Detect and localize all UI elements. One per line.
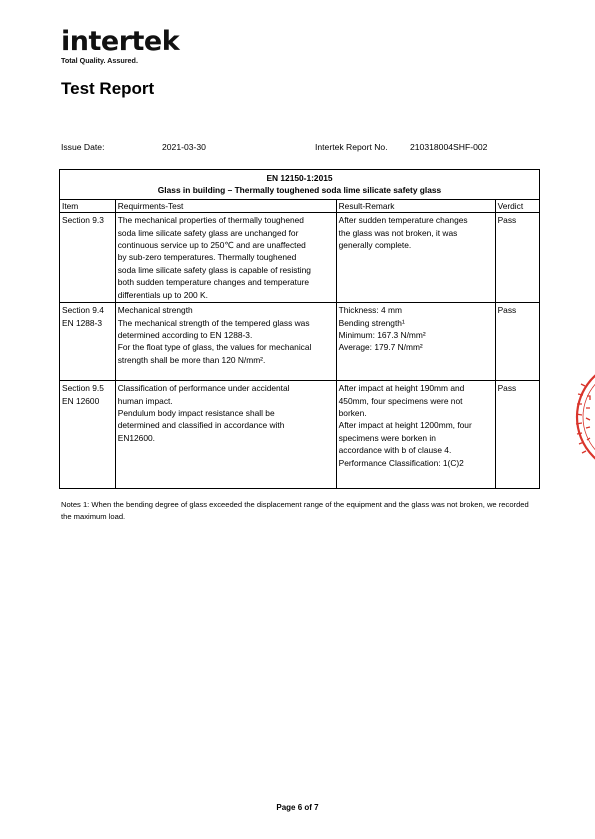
result-line: Average: 179.7 N/mm² xyxy=(338,342,423,353)
table-column-header-row xyxy=(60,199,540,212)
item-cell xyxy=(60,381,116,489)
logo-wordmark: intertek xyxy=(61,26,180,57)
verdict-cell: Pass xyxy=(495,303,539,381)
test-results-table xyxy=(59,169,540,489)
item-line: EN 1288-3 xyxy=(62,317,103,328)
table-standard-row xyxy=(60,170,540,200)
requirement-line: by sub-zero temperatures. Thermally toughened xyxy=(117,252,297,263)
table-row xyxy=(60,303,540,381)
requirement-line: soda lime silicate safety glass are unchanged for xyxy=(117,227,299,238)
result-cell xyxy=(336,303,495,381)
company-stamp xyxy=(573,356,595,478)
result-line: Performance Classification: 1(C)2 xyxy=(338,457,464,468)
result-cell xyxy=(336,213,495,303)
report-number-label: Intertek Report No. xyxy=(315,142,388,152)
issue-date-label: Issue Date: xyxy=(61,142,105,152)
column-header-requirement: Requirments-Test xyxy=(115,199,336,212)
notes-text: Notes 1: When the bending degree of glass exceeded the displacement range of the equipment and the glass was not broken, we recorded the maximum load. xyxy=(61,500,529,521)
result-line: the glass was not broken, it was xyxy=(338,227,458,238)
requirement-line: The mechanical properties of thermally toughened xyxy=(117,215,304,226)
item-line: EN 12600 xyxy=(62,395,100,406)
requirement-line: Pendulum body impact resistance shall be xyxy=(117,408,275,419)
item-line: Section 9.5 xyxy=(62,383,104,394)
requirement-line: EN12600. xyxy=(117,432,155,443)
table-row xyxy=(60,381,540,489)
result-cell xyxy=(336,381,495,489)
result-line: specimens were borken in xyxy=(338,432,436,443)
requirement-cell xyxy=(115,381,336,489)
result-line: accordance with b of clause 4. xyxy=(338,445,452,456)
result-line: 450mm, four specimens were not xyxy=(338,395,463,406)
result-line: Minimum: 167.3 N/mm² xyxy=(338,330,426,341)
table-standard-cell xyxy=(60,170,540,200)
result-line: Thickness: 4 mm xyxy=(338,305,402,316)
result-line: After sudden temperature changes xyxy=(338,215,468,226)
issue-date-value: 2021-03-30 xyxy=(162,142,206,152)
requirement-line: strength shall be more than 120 N/mm². xyxy=(117,354,266,365)
standard-code: EN 12150-1:2015 xyxy=(266,173,333,183)
verdict-cell: Pass xyxy=(495,213,539,303)
column-header-result: Result-Remark xyxy=(336,199,495,212)
table-row xyxy=(60,213,540,303)
item-cell xyxy=(60,213,116,303)
requirement-line: For the float type of glass, the values for mechanical xyxy=(117,342,312,353)
requirement-line: soda lime silicate safety glass is capable of resisting xyxy=(117,264,311,275)
result-line: generally complete. xyxy=(338,240,412,251)
page-title: Test Report xyxy=(61,79,155,98)
requirement-line: human impact. xyxy=(117,395,173,406)
result-line: After impact at height 1200mm, four xyxy=(338,420,472,431)
requirement-cell xyxy=(115,213,336,303)
verdict-cell: Pass xyxy=(495,381,539,489)
column-header-item: Item xyxy=(60,199,116,212)
requirement-line: The mechanical strength of the tempered glass was xyxy=(117,317,310,328)
page-number: Page 6 of 7 xyxy=(276,803,319,812)
requirement-line: Mechanical strength xyxy=(117,305,193,316)
column-header-verdict: Verdict xyxy=(495,199,539,212)
requirement-line: continuous service up to 250℃ and are unaffected xyxy=(117,240,306,251)
intertek-logo xyxy=(61,27,179,65)
item-line: Section 9.3 xyxy=(62,215,104,226)
item-cell xyxy=(60,303,116,381)
result-line: After impact at height 190mm and xyxy=(338,383,465,394)
requirement-line: Classification of performance under accidental xyxy=(117,383,290,394)
result-line: Bending strength¹ xyxy=(338,317,405,328)
requirement-cell xyxy=(115,303,336,381)
result-line: borken. xyxy=(338,408,367,419)
item-line: Section 9.4 xyxy=(62,305,104,316)
requirement-line: determined and classified in accordance with xyxy=(117,420,285,431)
logo-tagline: Total Quality. Assured. xyxy=(61,56,138,65)
requirement-line: differentials up to 200 K. xyxy=(117,289,208,300)
report-number-value: 210318004SHF-002 xyxy=(410,142,488,152)
requirement-line: both sudden temperature changes and temperature xyxy=(117,277,310,288)
standard-subtitle: Glass in building – Thermally toughened soda lime silicate safety glass xyxy=(157,185,442,196)
requirement-line: determined according to EN 1288-3. xyxy=(117,330,253,341)
